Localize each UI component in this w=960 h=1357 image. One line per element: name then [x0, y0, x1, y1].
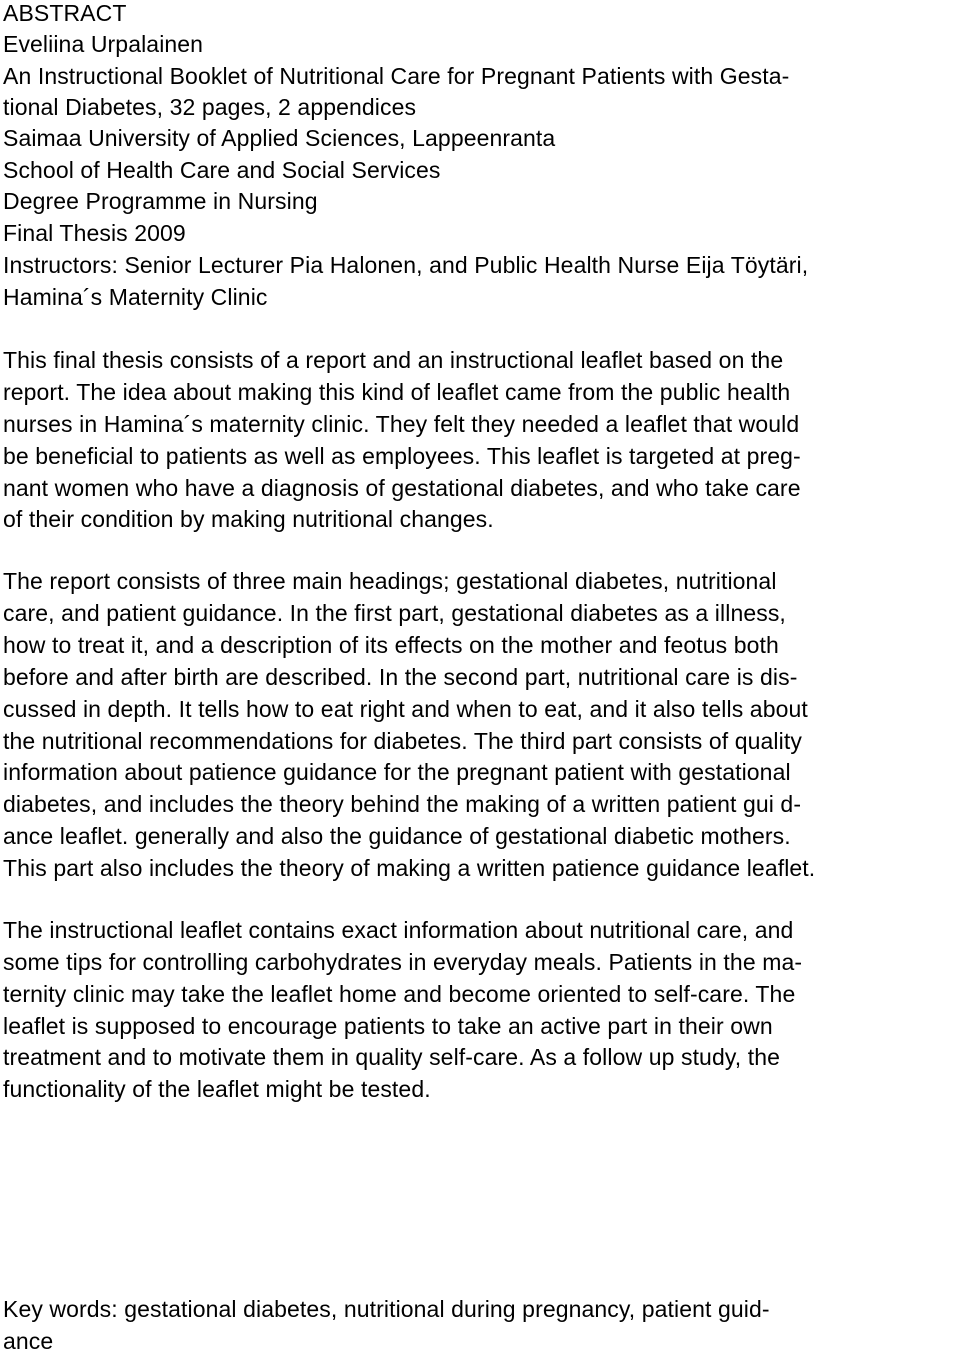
keywords-line-1: Key words: gestational diabetes, nutritional during pregnancy, patient guid-	[3, 1296, 770, 1322]
thesis-title-line-2: tional Diabetes, 32 pages, 2 appendices	[3, 94, 417, 120]
paragraph-line: before and after birth are described. In the second part, nutritional care is dis-	[3, 664, 798, 690]
author-name: Eveliina Urpalainen	[3, 31, 204, 57]
paragraph-line: functionality of the leaflet might be tested.	[3, 1076, 431, 1102]
paragraph-line: ance leaflet. generally and also the guidance of gestational diabetic mothers.	[3, 823, 791, 849]
paragraph-line: of their condition by making nutritional changes.	[3, 506, 494, 532]
paragraph-line: leaflet is supposed to encourage patients to take an active part in their own	[3, 1013, 773, 1039]
final-thesis-line: Final Thesis 2009	[3, 220, 186, 246]
paragraph-line: cussed in depth. It tells how to eat right and when to eat, and it also tells about	[3, 696, 808, 722]
thesis-title-line-1: An Instructional Booklet of Nutritional Care for Pregnant Patients with Gesta-	[3, 63, 790, 89]
paragraph-line: The report consists of three main headings; gestational diabetes, nutritional	[3, 568, 777, 594]
paragraph-line: care, and patient guidance. In the first part, gestational diabetes as a illness,	[3, 600, 786, 626]
paragraph-line: nant women who have a diagnosis of gestational diabetes, and who take care	[3, 475, 801, 501]
school-line: School of Health Care and Social Services	[3, 157, 441, 183]
instructors-line-2: Hamina´s Maternity Clinic	[3, 284, 268, 310]
paragraph-line: The instructional leaflet contains exact information about nutritional care, and	[3, 917, 794, 943]
paragraph-line: This final thesis consists of a report and an instructional leaflet based on the	[3, 347, 784, 373]
paragraph-line: how to treat it, and a description of its effects on the mother and feotus both	[3, 632, 779, 658]
paragraph-line: be beneficial to patients as well as employees. This leaflet is targeted at preg-	[3, 443, 801, 469]
paragraph-line: This part also includes the theory of making a written patience guidance leaflet.	[3, 855, 816, 881]
keywords-line-2: ance	[3, 1328, 54, 1354]
university-line: Saimaa University of Applied Sciences, Lappeenranta	[3, 125, 556, 151]
paragraph-line: diabetes, and includes the theory behind the making of a written patient gui d-	[3, 791, 802, 817]
paragraph-line: report. The idea about making this kind of leaflet came from the public health	[3, 379, 791, 405]
abstract-heading: ABSTRACT	[3, 0, 127, 26]
paragraph-line: treatment and to motivate them in quality self-care. As a follow up study, the	[3, 1044, 780, 1070]
paragraph-line: nurses in Hamina´s maternity clinic. They felt they needed a leaflet that would	[3, 411, 800, 437]
degree-programme-line: Degree Programme in Nursing	[3, 188, 318, 214]
instructors-line-1: Instructors: Senior Lecturer Pia Halonen, and Public Health Nurse Eija Töytäri,	[3, 252, 809, 278]
paragraph-line: information about patience guidance for the pregnant patient with gestational	[3, 759, 791, 785]
paragraph-line: ternity clinic may take the leaflet home and become oriented to self-care. The	[3, 981, 796, 1007]
paragraph-line: the nutritional recommendations for diabetes. The third part consists of quality	[3, 728, 802, 754]
paragraph-line: some tips for controlling carbohydrates in everyday meals. Patients in the ma-	[3, 949, 803, 975]
